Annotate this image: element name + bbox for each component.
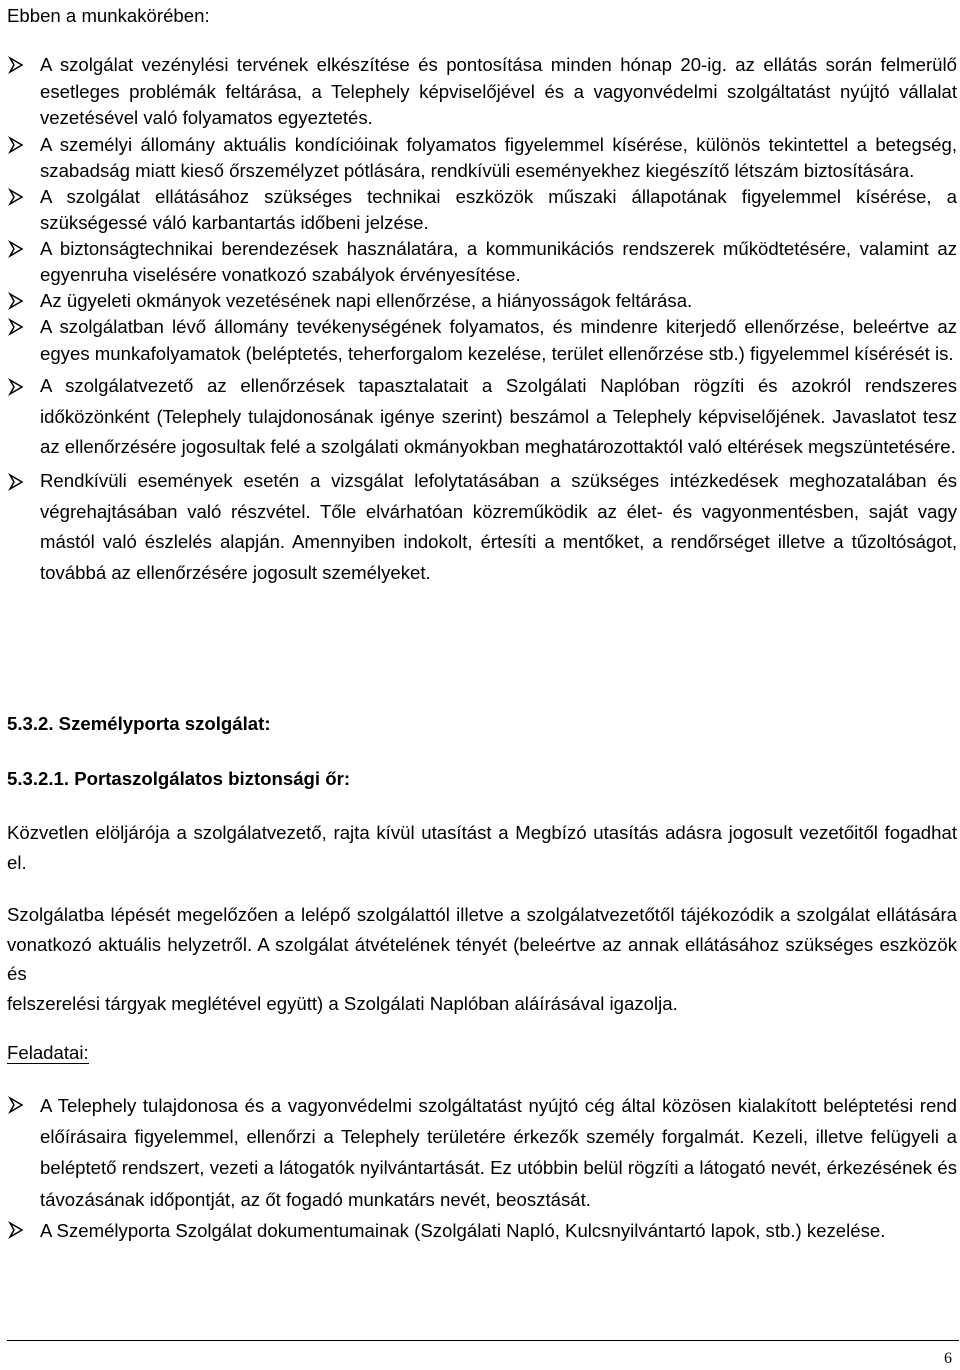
paragraph-handover-last-line: felszerelési tárgyak meglétével együtt) a Szolgálati Naplóban aláírásával igazolja. <box>7 992 678 1014</box>
list-item <box>7 236 957 288</box>
paragraph-handover-text: Szolgálatba lépését megelőzően a lelépő szolgálattól illetve a szolgálatvezetőtől tájékozódik a szolgálat ellátására vonatkozó aktuális helyzetről. A szolgálat átvételének tényét (beleértve az annak ellátásához szükséges eszközök és <box>7 904 957 984</box>
list-item-text: A biztonságtechnikai berendezések használatára, a kommunikációs rendszerek működtetésére, valamint az egyenruha viselésére vonatkozó szabályok érvényesítése. <box>40 238 957 286</box>
list-item-text: A személyi állomány aktuális kondícióinak folyamatos figyelemmel kísérése, különös tekintettel a betegség, szabadság miatt kieső őrszemélyzet pótlására, rendkívüli eseményekhez kiegészítő létszám biztosítására. <box>40 133 957 181</box>
list-item <box>7 466 957 588</box>
arrowhead-bullet-icon <box>8 184 24 210</box>
subsection-heading: 5.3.2.1. Portaszolgálatos biztonsági őr: <box>7 768 351 789</box>
tasks-list <box>7 1090 957 1246</box>
list-item-text: Rendkívüli események esetén a vizsgálat lefolytatásában a szükséges intézkedések meghozatalában és végrehajtásában való részvétel. Tőle elvárhatóan közreműködik az élet- és vagyonmentésben, saját vagy mástól való észlelés alapján. Amennyiben indokolt, értesíti a mentőket, a rendőrséget illetve a tűzoltóságot, továbbá az ellenőrzésére jogosult személyeket. <box>40 470 957 583</box>
list-item-text: A szolgálat vezénylési tervének elkészítése és pontosítása minden hónap 20-ig. az ellátás során felmerülő esetleges problémák feltárása, a Telephely képviselőjével és a vagyonvédelmi szolgáltatást nyújtó vállalat vezetésével való folyamatos egyeztetés. <box>40 54 957 129</box>
list-item-text: A Telephely tulajdonosa és a vagyonvédelmi szolgáltatást nyújtó cég által közösen kialakított beléptetési rend előírásaira figyelemmel, ellenőrzi a Telephely területére érkezők személy forgalmát. Kezeli, illetve felügyeli a beléptető rendszert, vezeti a látogatók nyilvántartását. Ez utóbbin belül rögzíti a látogató nevét, érkezésének és távozásának időpontját, az őt fogadó munkatárs nevét, beosztását. <box>40 1095 957 1210</box>
list-item-text: A szolgálatvezető az ellenőrzések tapasztalatait a Szolgálati Naplóban rögzíti és azokról rendszeres időközönként (Telephely tulajdonosának igénye szerint) beszámol a Telephely képviselőjének. Javaslatot tesz az ellenőrzésére jogosultak felé a szolgálati okmányokban meghatározottaktól való eltérések megszüntetésére. <box>40 375 957 458</box>
list-item-text: A szolgálat ellátásához szükséges technikai eszközök műszaki állapotának figyelemmel kísérése, a szükségessé váló karbantartás időbeni jelzése. <box>40 185 957 234</box>
list-item <box>7 1215 957 1246</box>
duties-list <box>7 52 957 588</box>
arrowhead-bullet-icon <box>8 132 24 158</box>
footer-divider <box>7 1340 959 1341</box>
paragraph-handover <box>7 900 957 1018</box>
paragraph-superior: Közvetlen elöljárója a szolgálatvezető, rajta kívül utasítást a Megbízó utasítás adásra jogosult vezetőitől fogadhat el. <box>7 822 957 873</box>
list-item-text: A Személyporta Szolgálat dokumentumainak (Szolgálati Napló, Kulcsnyilvántartó lapok, stb.) kezelése. <box>40 1219 886 1241</box>
arrowhead-bullet-icon <box>8 1092 24 1118</box>
section-heading: 5.3.2. Személyporta szolgálat: <box>7 713 271 734</box>
intro-text: Ebben a munkakörében: <box>7 5 210 26</box>
tasks-heading-text: Feladatai: <box>7 1042 89 1063</box>
arrowhead-bullet-icon <box>8 236 24 262</box>
arrowhead-bullet-icon <box>8 314 24 340</box>
page-number: 6 <box>944 1350 952 1367</box>
list-item <box>7 52 957 132</box>
list-item-text: Az ügyeleti okmányok vezetésének napi ellenőrzése, a hiányosságok feltárása. <box>40 290 693 312</box>
arrowhead-bullet-icon <box>8 469 24 495</box>
list-item <box>7 371 957 462</box>
list-item <box>7 288 957 314</box>
list-item <box>7 1090 957 1215</box>
list-item <box>7 132 957 184</box>
tasks-heading <box>7 1041 89 1065</box>
arrowhead-bullet-icon <box>8 1217 24 1243</box>
list-item <box>7 314 957 367</box>
arrowhead-bullet-icon <box>8 374 24 400</box>
arrowhead-bullet-icon <box>8 52 24 78</box>
arrowhead-bullet-icon <box>8 288 24 314</box>
list-item <box>7 184 957 236</box>
list-item-text: A szolgálatban lévő állomány tevékenységének folyamatos, és mindenre kiterjedő ellenőrzése, beleértve az egyes munkafolyamatok (beléptetés, teherforgalom kezelése, terület ellenőrzése stb.) figyelemmel kísérését is. <box>40 316 957 364</box>
